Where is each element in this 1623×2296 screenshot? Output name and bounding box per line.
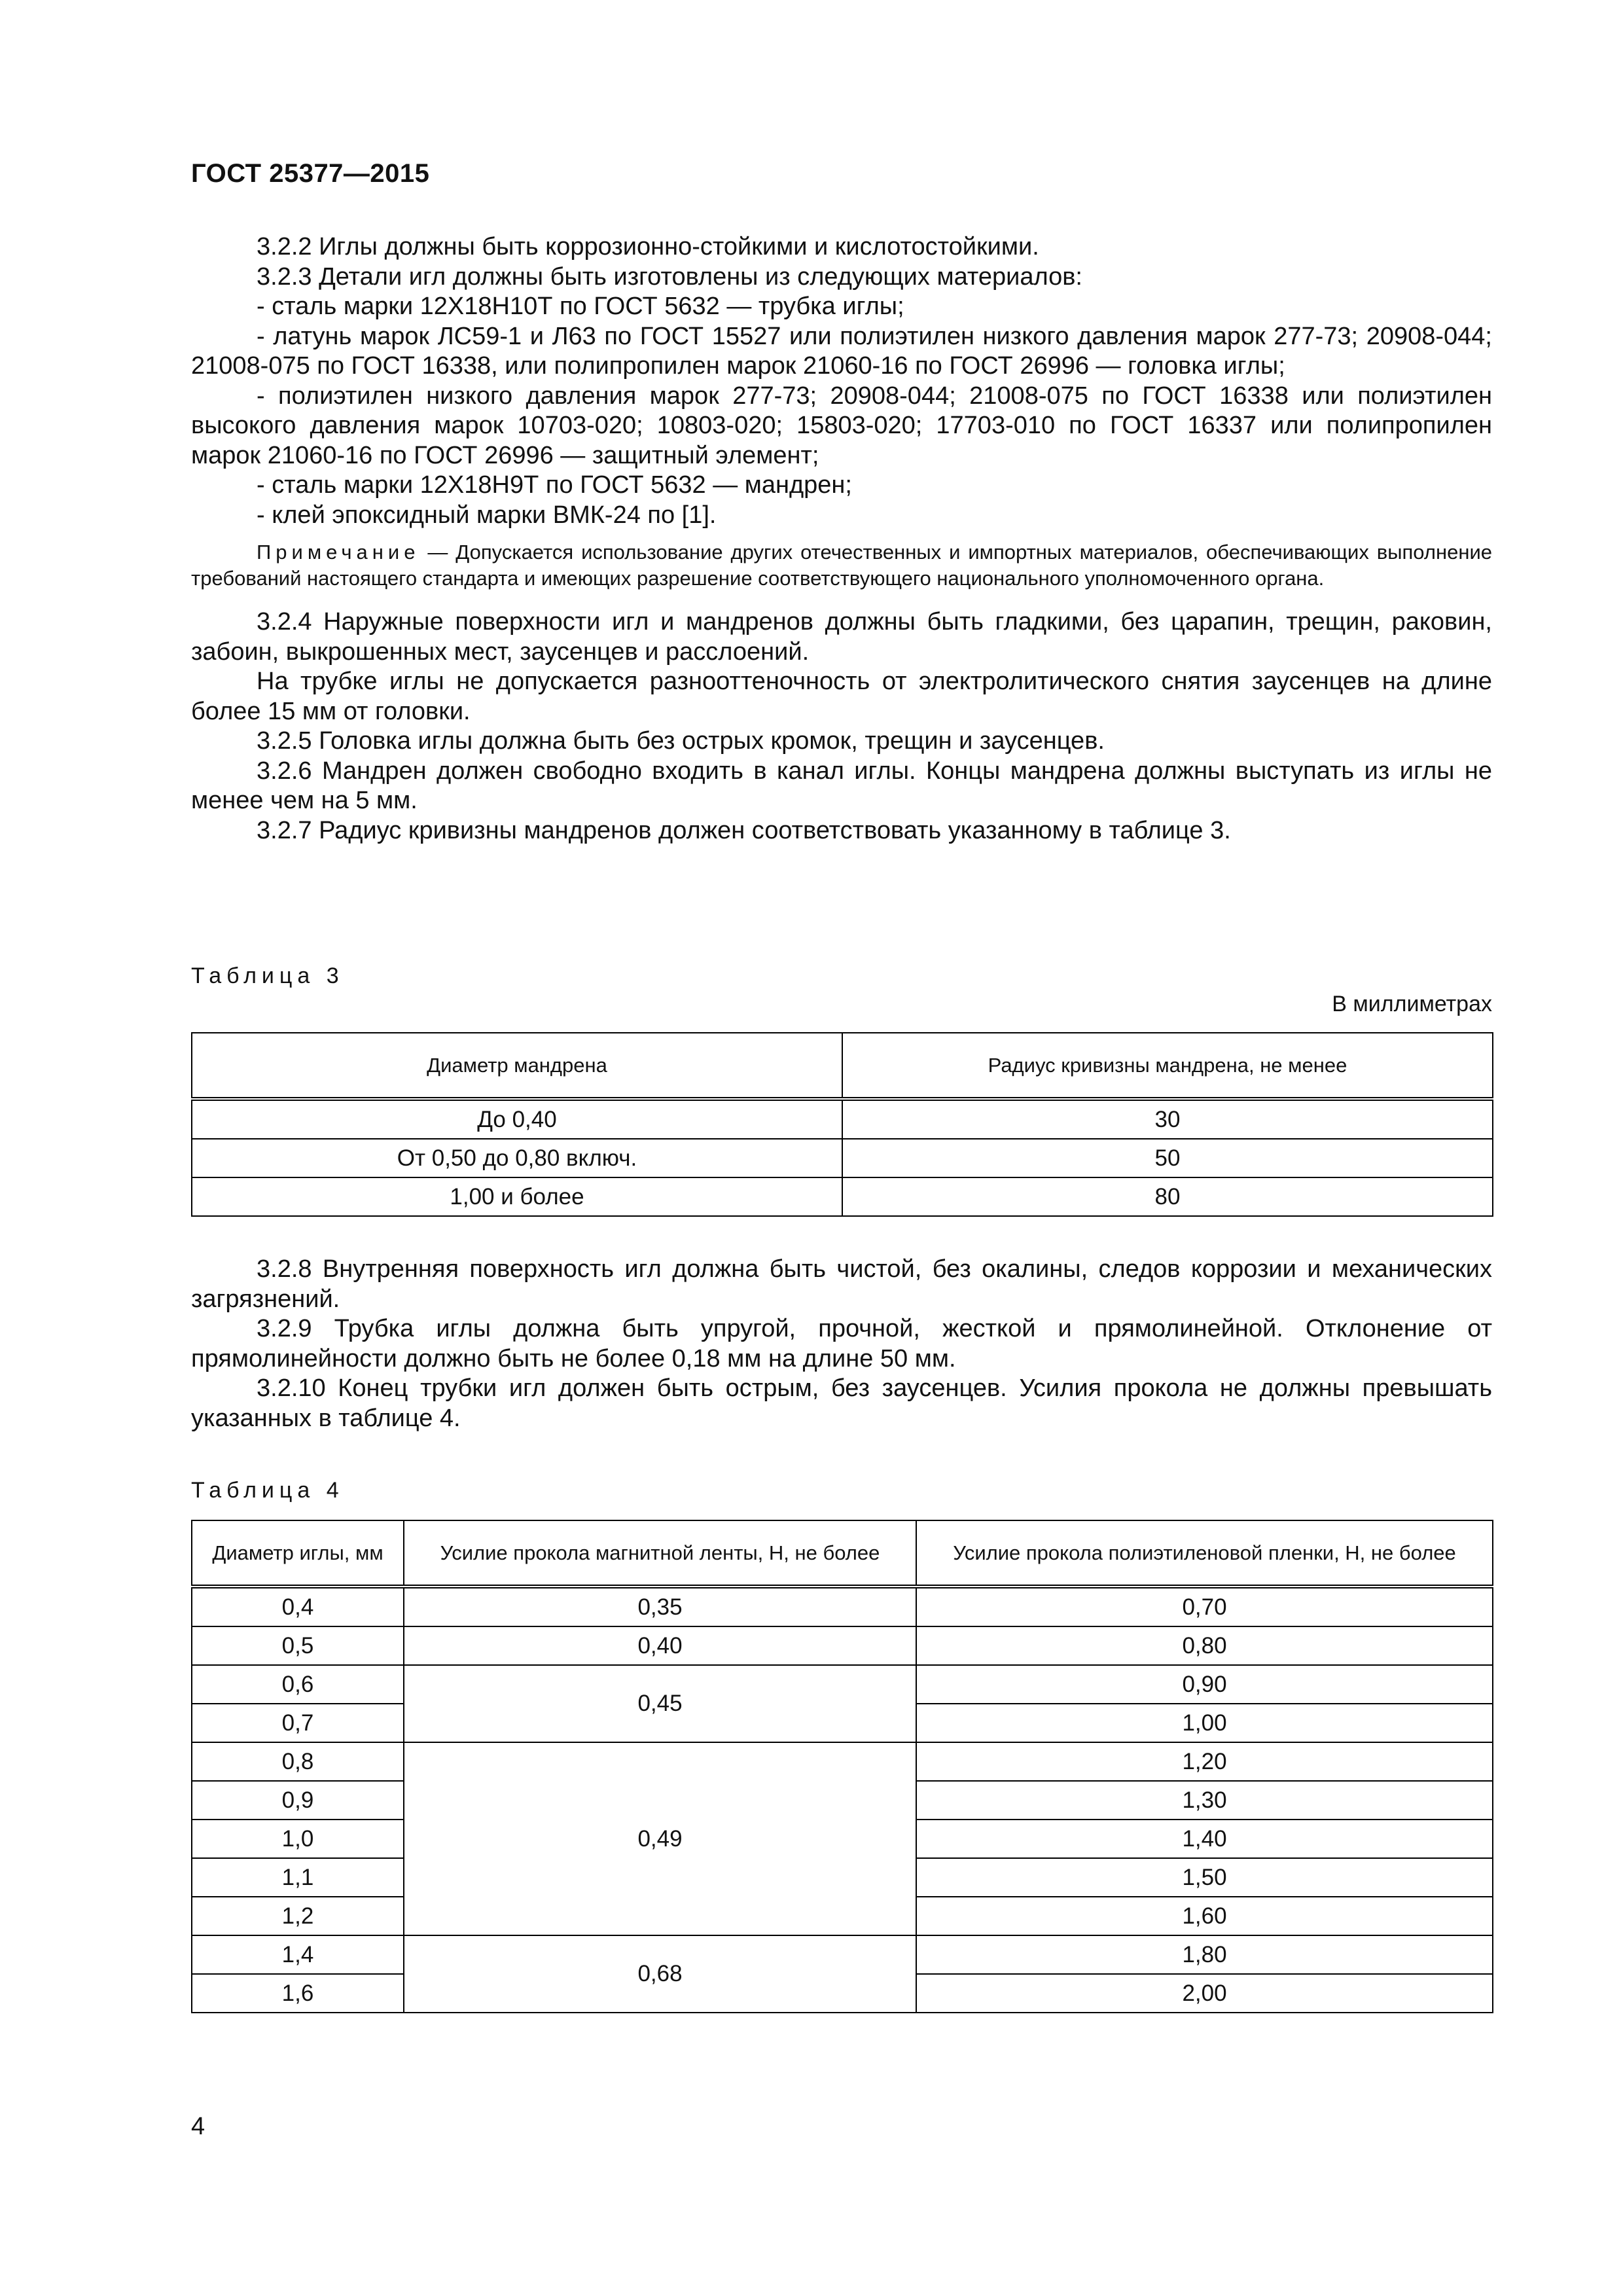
table-cell: 1,2	[192, 1897, 404, 1935]
list-item: - сталь марки 12Х18Н9Т по ГОСТ 5632 — мандрен;	[257, 471, 852, 499]
table-cell: 1,50	[916, 1858, 1493, 1897]
table-cell: 1,20	[916, 1742, 1493, 1781]
table3	[191, 1032, 1493, 1217]
column-header: Радиус кривизны мандрена, не менее	[842, 1033, 1493, 1099]
table-cell: 1,6	[192, 1974, 404, 2013]
note-label: Примечание	[257, 541, 420, 564]
table-header-row	[192, 1033, 1493, 1099]
list-item: - латунь марок ЛС59-1 и Л63 по ГОСТ 15527 или полиэтилен низкого давления марок 277-73; 20908-044; 21008-075 по ГОСТ 16338, или полипропилен марок 21060-16 по ГОСТ 26996 — головка иглы;	[191, 322, 1492, 380]
table4	[191, 1520, 1493, 2013]
note	[191, 539, 1492, 592]
table-cell: 2,00	[916, 1974, 1493, 2013]
table-cell: 30	[842, 1099, 1493, 1139]
table-cell-merged: 0,68	[404, 1935, 916, 2013]
table-row	[192, 1139, 1493, 1177]
table-cell: 1,1	[192, 1858, 404, 1897]
table-cell: 0,80	[916, 1626, 1493, 1665]
paragraph: 3.2.6 Мандрен должен свободно входить в канал иглы. Концы мандрена должны выступать из иглы не менее чем на 5 мм.	[191, 757, 1492, 814]
table-cell: 1,80	[916, 1935, 1493, 1974]
table-row	[192, 1665, 1493, 1704]
table-row	[192, 1742, 1493, 1781]
table-header-row	[192, 1520, 1493, 1587]
table-cell-merged: 0,49	[404, 1742, 916, 1935]
table-cell: 0,9	[192, 1781, 404, 1820]
table3-units: В миллиметрах	[1332, 992, 1492, 1016]
table-cell: 0,4	[192, 1587, 404, 1626]
table-cell: 1,60	[916, 1897, 1493, 1935]
table-row	[192, 1935, 1493, 1974]
document-code: ГОСТ 25377—2015	[191, 159, 430, 188]
table-cell: 0,35	[404, 1587, 916, 1626]
list-item: - сталь марки 12Х18Н10Т по ГОСТ 5632 — трубка иглы;	[257, 293, 904, 320]
paragraph: 3.2.8 Внутренняя поверхность игл должна быть чистой, без окалины, следов коррозии и механических загрязнений.	[191, 1255, 1492, 1313]
column-header: Диаметр иглы, мм	[192, 1520, 404, 1587]
paragraph: 3.2.10 Конец трубки игл должен быть острым, без заусенцев. Усилия прокола не должны превышать указанных в таблице 4.	[191, 1374, 1492, 1432]
table-row	[192, 1177, 1493, 1216]
table3-caption: Таблица 3	[191, 963, 344, 988]
paragraph: 3.2.2 Иглы должны быть коррозионно-стойкими и кислотостойкими.	[257, 233, 1039, 260]
section-requirements	[191, 1255, 1492, 1433]
table-cell: 1,30	[916, 1781, 1493, 1820]
table-cell-merged: 0,45	[404, 1665, 916, 1742]
table-cell: 1,40	[916, 1820, 1493, 1858]
column-header: Усилие прокола полиэтиленовой пленки, Н, не более	[916, 1520, 1493, 1587]
table-cell: 0,7	[192, 1704, 404, 1742]
table-cell: 50	[842, 1139, 1493, 1177]
paragraph: На трубке иглы не допускается разнооттеночность от электролитического снятия заусенцев на длине более 15 мм от головки.	[191, 668, 1492, 725]
table-row	[192, 1587, 1493, 1626]
table-cell: От 0,50 до 0,80 включ.	[192, 1139, 842, 1177]
table-cell: 1,00 и более	[192, 1177, 842, 1216]
table-cell: 0,6	[192, 1665, 404, 1704]
column-header: Усилие прокола магнитной ленты, Н, не более	[404, 1520, 916, 1587]
table-cell: До 0,40	[192, 1099, 842, 1139]
table-cell: 1,0	[192, 1820, 404, 1858]
table-cell: 80	[842, 1177, 1493, 1216]
list-item: - полиэтилен низкого давления марок 277-73; 20908-044; 21008-075 по ГОСТ 16338 или полиэтилен высокого давления марок 10703-020; 10803-020; 15803-020; 17703-010 по ГОСТ 16337 или полипропилен марок 21060-16 по ГОСТ 26996 — защитный элемент;	[191, 382, 1492, 469]
paragraph: 3.2.9 Трубка иглы должна быть упругой, прочной, жесткой и прямолинейной. Отклонение от прямолинейности должно быть не более 0,18 мм на длине 50 мм.	[191, 1315, 1492, 1372]
table-cell: 0,8	[192, 1742, 404, 1781]
table-cell: 0,70	[916, 1587, 1493, 1626]
section-materials	[191, 232, 1492, 846]
table-cell: 0,40	[404, 1626, 916, 1665]
table-row	[192, 1626, 1493, 1665]
column-header: Диаметр мандрена	[192, 1033, 842, 1099]
paragraph: 3.2.4 Наружные поверхности игл и мандренов должны быть гладкими, без царапин, трещин, раковин, забоин, выкрошенных мест, заусенцев и расслоений.	[191, 608, 1492, 666]
page-number: 4	[191, 2113, 205, 2140]
list-item: - клей эпоксидный марки ВМК-24 по [1].	[257, 501, 717, 529]
table-row	[192, 1099, 1493, 1139]
table-cell: 1,4	[192, 1935, 404, 1974]
table-cell: 0,5	[192, 1626, 404, 1665]
paragraph: 3.2.3 Детали игл должны быть изготовлены из следующих материалов:	[257, 262, 1082, 291]
table4-caption: Таблица 4	[191, 1478, 344, 1503]
paragraph: 3.2.7 Радиус кривизны мандренов должен соответствовать указанному в таблице 3.	[257, 816, 1231, 844]
table-cell: 0,90	[916, 1665, 1493, 1704]
table-cell: 1,00	[916, 1704, 1493, 1742]
paragraph: 3.2.5 Головка иглы должна быть без острых кромок, трещин и заусенцев.	[257, 727, 1105, 755]
note-text: — Допускается использование других отечественных и импортных материалов, обеспечивающих выполнение требований настоящего стандарта и имеющих разрешение соответствующего национального уполномоченного органа.	[191, 541, 1492, 590]
